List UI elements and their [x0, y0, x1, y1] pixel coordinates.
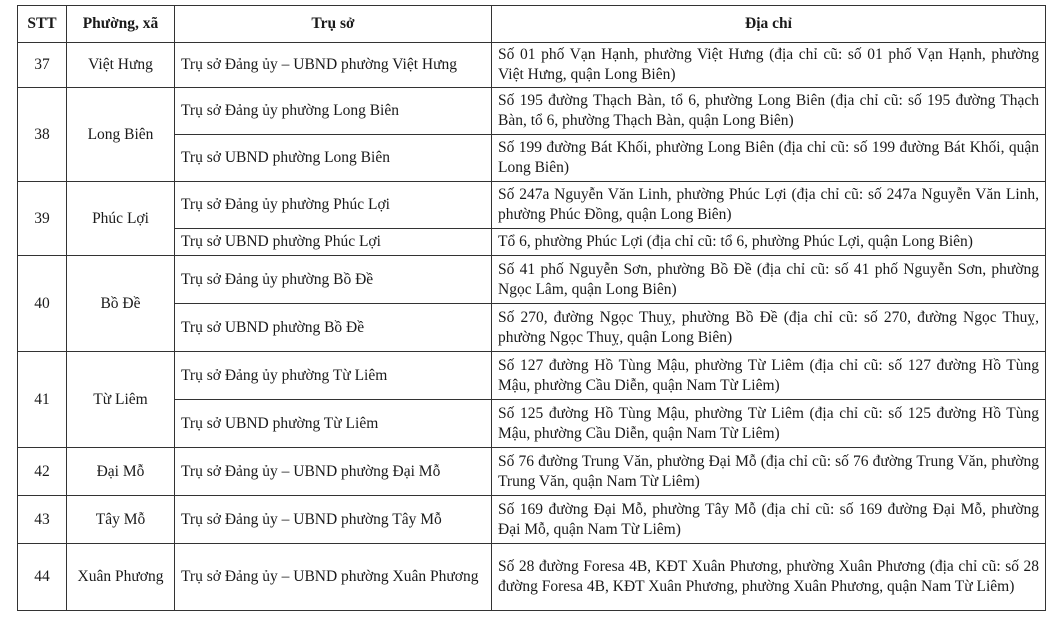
row-hq: Trụ sở Đảng ủy – UBND phường Việt Hưng	[175, 43, 492, 88]
row-ward: Đại Mỗ	[67, 448, 175, 496]
row-address: Số 270, đường Ngọc Thuỵ, phường Bồ Đề (địa chỉ cũ: số 270, đường Ngọc Thuỵ, phường Ngọc Thuỵ, quận Long Biên)	[492, 304, 1046, 352]
row-hq: Trụ sở UBND phường Long Biên	[175, 135, 492, 182]
row-hq: Trụ sở Đảng ủy phường Bồ Đề	[175, 256, 492, 304]
row-address: Số 28 đường Foresa 4B, KĐT Xuân Phương, phường Xuân Phương (địa chỉ cũ: số 28 đường Foresa 4B, KĐT Xuân Phương, phường Xuân Phương, quận Nam Từ Liêm)	[492, 544, 1046, 611]
header-hq: Trụ sở	[175, 6, 492, 43]
table-row	[18, 256, 1046, 304]
header-address: Địa chỉ	[492, 6, 1046, 43]
row-hq: Trụ sở Đảng ủy – UBND phường Tây Mỗ	[175, 496, 492, 544]
row-ward: Tây Mỗ	[67, 496, 175, 544]
table-row	[18, 352, 1046, 400]
row-address: Số 76 đường Trung Văn, phường Đại Mỗ (địa chỉ cũ: số 76 đường Trung Văn, phường Trung Văn, quận Nam Từ Liêm)	[492, 448, 1046, 496]
row-stt: 38	[18, 88, 67, 182]
row-stt: 41	[18, 352, 67, 448]
row-stt: 39	[18, 182, 67, 256]
row-ward: Việt Hưng	[67, 43, 175, 88]
row-stt: 43	[18, 496, 67, 544]
row-hq: Trụ sở Đảng ủy phường Phúc Lợi	[175, 182, 492, 229]
row-address: Số 125 đường Hồ Tùng Mậu, phường Từ Liêm (địa chỉ cũ: số 125 đường Hồ Tùng Mậu, phường Cầu Diễn, quận Nam Từ Liêm)	[492, 400, 1046, 448]
row-hq: Trụ sở UBND phường Phúc Lợi	[175, 229, 492, 256]
table-row	[18, 43, 1046, 88]
table-row	[18, 448, 1046, 496]
table-row	[18, 182, 1046, 229]
table-row	[18, 544, 1046, 611]
row-address: Tổ 6, phường Phúc Lợi (địa chỉ cũ: tổ 6, phường Phúc Lợi, quận Long Biên)	[492, 229, 1046, 256]
row-stt: 37	[18, 43, 67, 88]
row-hq: Trụ sở UBND phường Bồ Đề	[175, 304, 492, 352]
row-ward: Phúc Lợi	[67, 182, 175, 256]
row-hq: Trụ sở Đảng ủy phường Từ Liêm	[175, 352, 492, 400]
row-hq: Trụ sở UBND phường Từ Liêm	[175, 400, 492, 448]
row-ward: Bồ Đề	[67, 256, 175, 352]
row-address: Số 199 đường Bát Khối, phường Long Biên (địa chỉ cũ: số 199 đường Bát Khối, quận Long Biên)	[492, 135, 1046, 182]
row-address: Số 169 đường Đại Mỗ, phường Tây Mỗ (địa chỉ cũ: số 169 đường Đại Mỗ, phường Đại Mỗ, quận Nam Từ Liêm)	[492, 496, 1046, 544]
header-ward: Phường, xã	[67, 6, 175, 43]
row-ward: Từ Liêm	[67, 352, 175, 448]
row-address: Số 195 đường Thạch Bàn, tổ 6, phường Long Biên (địa chỉ cũ: số 195 đường Thạch Bàn, tổ 6, phường Thạch Bàn, quận Long Biên)	[492, 88, 1046, 135]
table-row	[18, 496, 1046, 544]
row-address: Số 01 phố Vạn Hạnh, phường Việt Hưng (địa chỉ cũ: số 01 phố Vạn Hạnh, phường Việt Hưng, quận Long Biên)	[492, 43, 1046, 88]
row-ward: Long Biên	[67, 88, 175, 182]
table-header-row	[18, 6, 1046, 43]
header-stt: STT	[18, 6, 67, 43]
row-address: Số 247a Nguyễn Văn Linh, phường Phúc Lợi (địa chỉ cũ: số 247a Nguyễn Văn Linh, phường Phúc Đồng, quận Long Biên)	[492, 182, 1046, 229]
ward-office-table	[17, 5, 1046, 611]
row-hq: Trụ sở Đảng ủy – UBND phường Xuân Phương	[175, 544, 492, 611]
row-address: Số 127 đường Hồ Tùng Mậu, phường Từ Liêm (địa chỉ cũ: số 127 đường Hồ Tùng Mậu, phường Cầu Diễn, quận Nam Từ Liêm)	[492, 352, 1046, 400]
table-row	[18, 88, 1046, 135]
row-hq: Trụ sở Đảng ủy – UBND phường Đại Mỗ	[175, 448, 492, 496]
row-stt: 42	[18, 448, 67, 496]
row-hq: Trụ sở Đảng ủy phường Long Biên	[175, 88, 492, 135]
row-address: Số 41 phố Nguyễn Sơn, phường Bồ Đề (địa chỉ cũ: số 41 phố Nguyễn Sơn, phường Ngọc Lâm, quận Long Biên)	[492, 256, 1046, 304]
row-ward: Xuân Phương	[67, 544, 175, 611]
row-stt: 40	[18, 256, 67, 352]
row-stt: 44	[18, 544, 67, 611]
